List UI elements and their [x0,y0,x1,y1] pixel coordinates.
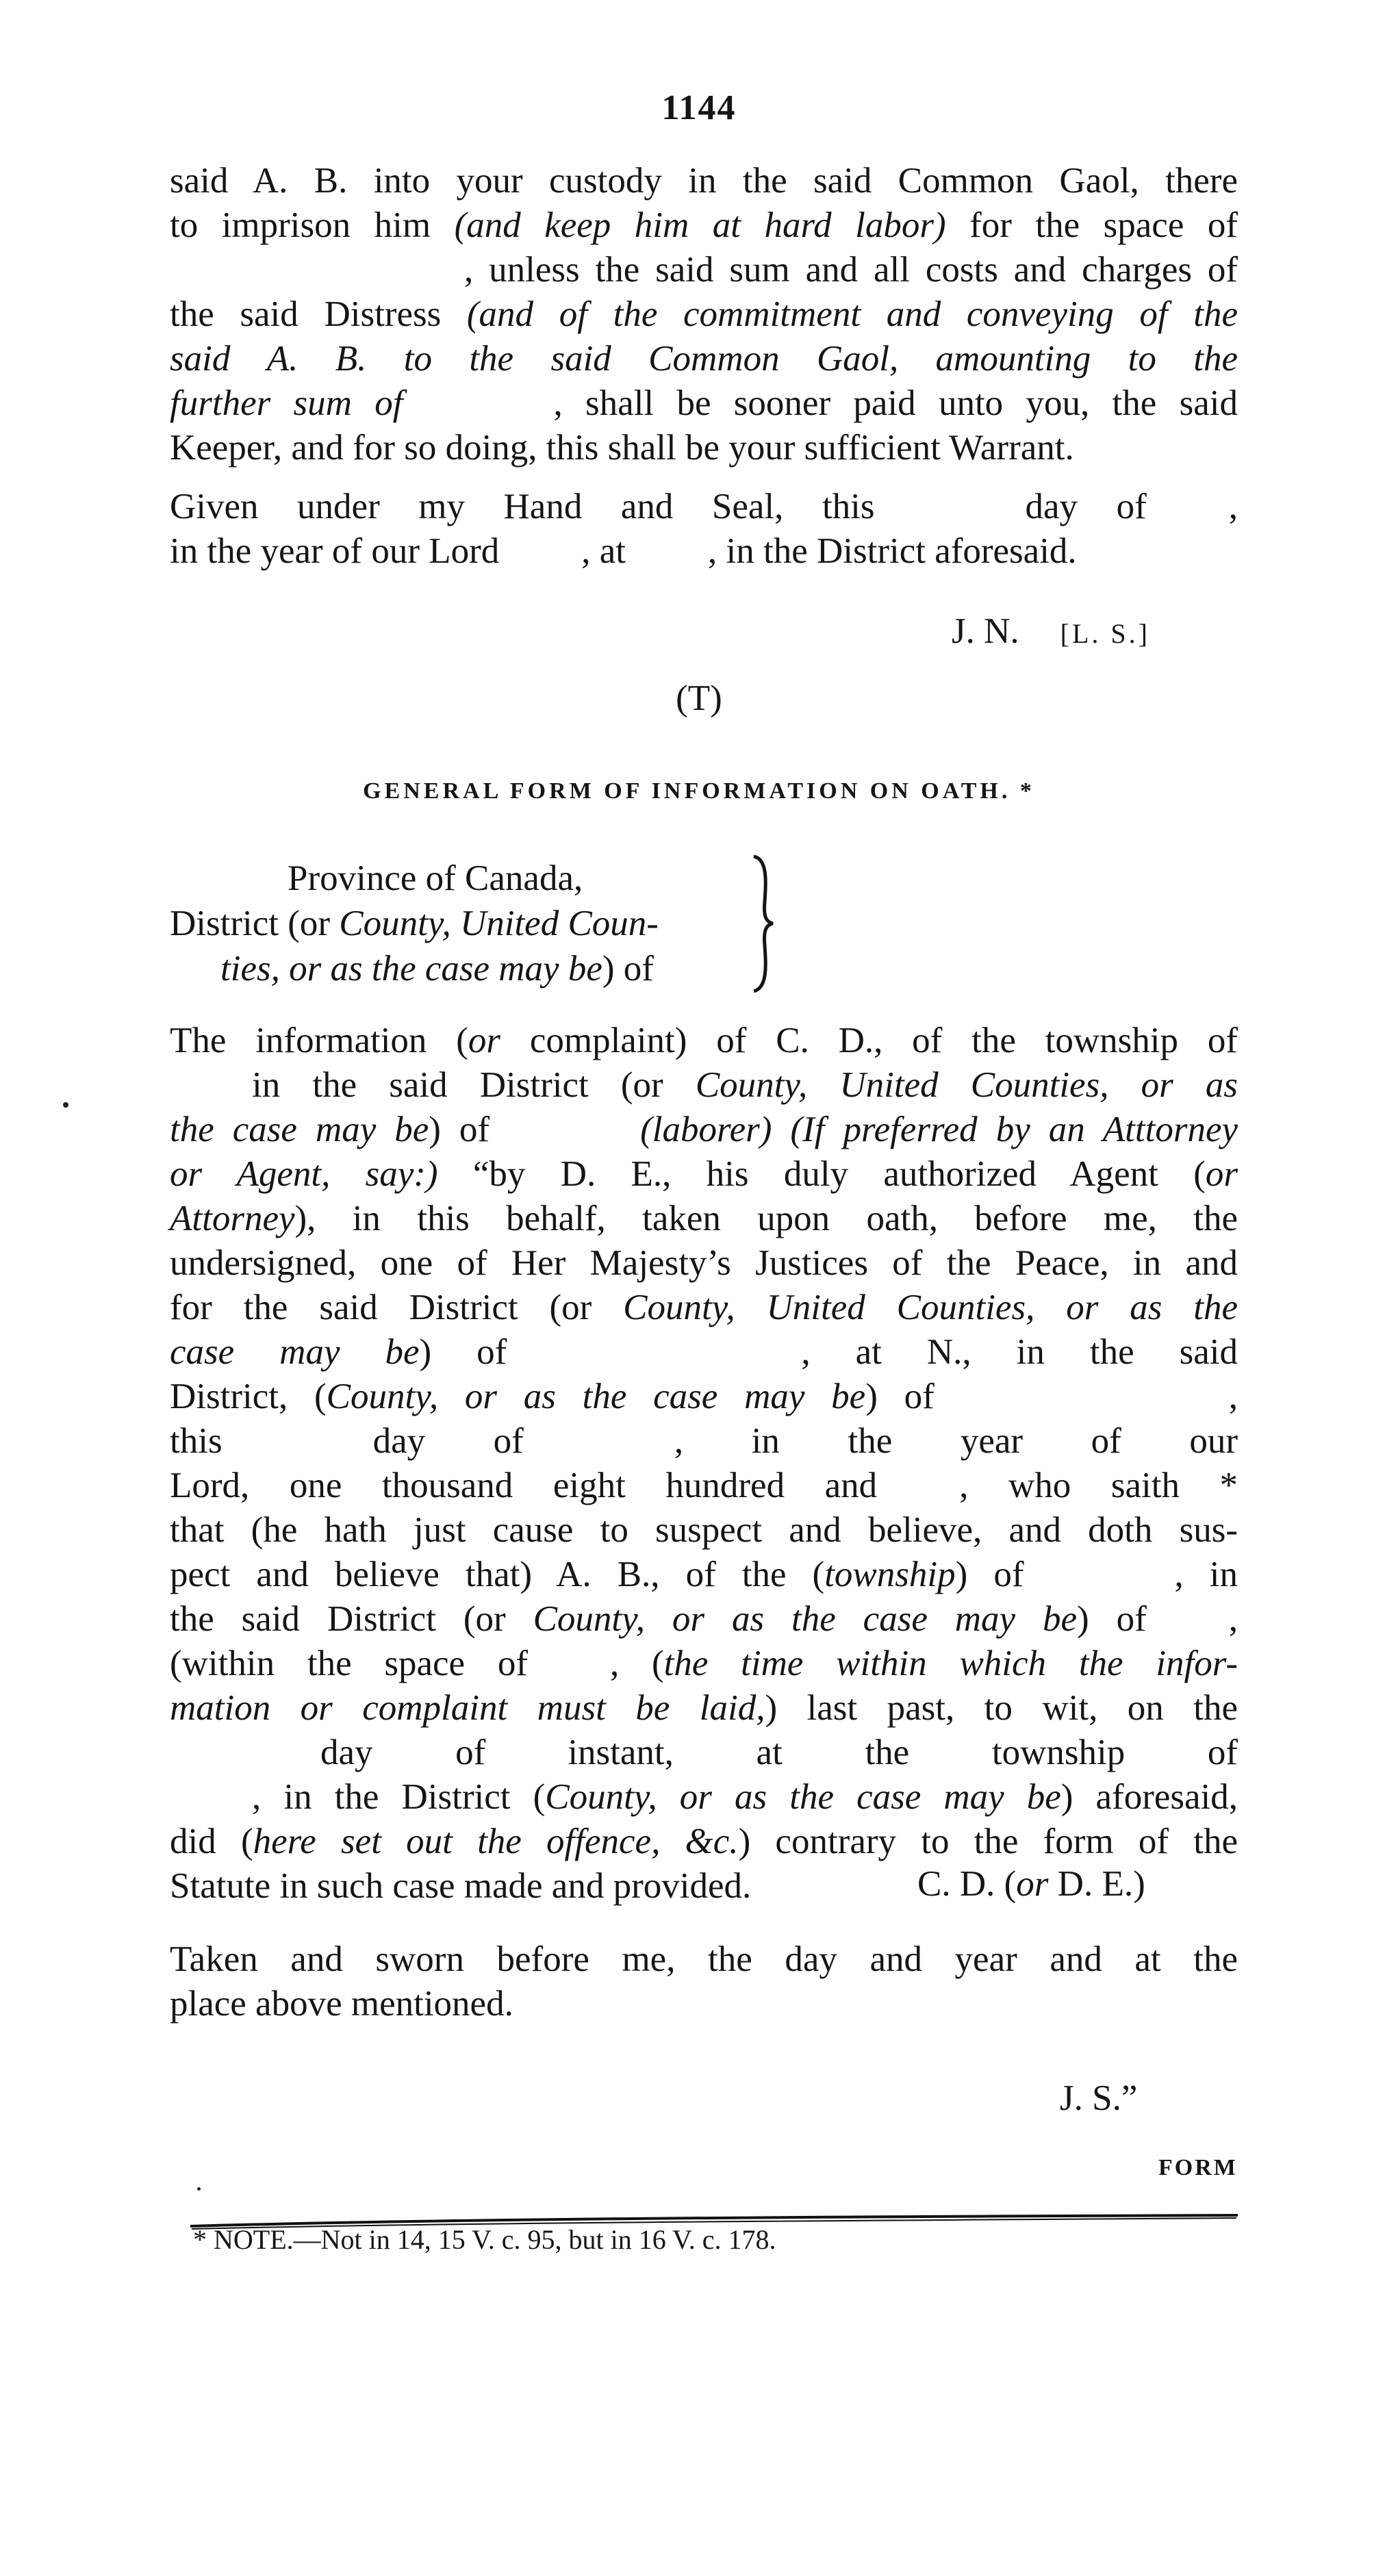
text-line: pect and believe that) A. B., of the (township) of , in [170,1555,1238,1594]
ink-speck [197,2187,201,2191]
venue-district: District (or County, United Coun- [170,904,659,943]
text-line: in the year of our Lord , at , in the District aforesaid. [170,531,1077,571]
text-line: this day of , in the year of our [170,1421,1238,1461]
warrant-paragraph [170,159,1238,470]
text-line: did (here set out the offence, &c.) contrary to the form of the [170,1822,1238,1861]
catchword: FORM [1158,2155,1238,2180]
text-line: place above mentioned. [170,1984,513,2024]
jurat-paragraph [170,1937,1238,2026]
footnote: * NOTE.—Not in 14, 15 V. c. 95, but in 16 V. c. 178. [193,2224,776,2255]
justice-signature-js: J. S.” [1060,2078,1138,2118]
venue-province: Province of Canada, [288,858,583,898]
curly-brace-icon [750,854,777,994]
text-line: the said Distress (and of the commitment and conveying of the [170,294,1238,334]
text-line: undersigned, one of Her Majesty’s Justices of the Peace, in and [170,1243,1238,1283]
text-line: The information (or complaint) of C. D., of the township of [170,1021,1238,1060]
text-line: Given under my Hand and Seal, this day of , [170,487,1238,526]
signature-name: J. N. [952,611,1019,651]
text-line: for the said District (or County, United Counties, or as the [170,1288,1238,1327]
text-line: , unless the said sum and all costs and charges of [464,250,1238,290]
text-line: Statute in such case made and provided. [170,1866,752,1906]
text-line: the said District (or County, or as the case may be) of , [170,1599,1238,1639]
text-line: day of instant, at the township of [320,1733,1238,1772]
form-heading: GENERAL FORM OF INFORMATION ON OATH. * [363,778,1035,804]
seal-mark: [L. S.] [1060,618,1150,649]
text-line: Keeper, and for so doing, this shall be your sufficient Warrant. [170,428,1074,468]
text-line: said A. B. to the said Common Gaol, amounting to the [170,339,1238,379]
ink-speck [63,1102,68,1108]
justice-signature-jn [952,611,1150,652]
venue-district-cont: ties, or as the case may be) of [220,949,654,989]
page-number: 1144 [661,88,737,127]
complainant-signature: C. D. (or D. E.) [917,1864,1145,1904]
text-line: to imprison him (and keep him at hard labor) for the space of [170,205,1238,245]
given-under-paragraph [170,485,1238,574]
text-line: , in the District (County, or as the case may be) aforesaid, [252,1777,1238,1817]
text-line: further sum of , shall be sooner paid unto you, the said [170,383,1238,423]
text-line: Taken and sworn before me, the day and year and at the [170,1939,1238,1979]
text-line: case may be) of , at N., in the said [170,1332,1238,1372]
text-line: (within the space of , (the time within which the infor- [170,1644,1238,1683]
text-line: Attorney), in this behalf, taken upon oath, before me, the [170,1199,1238,1238]
venue-block [170,856,659,991]
text-line: District, (County, or as the case may be) of , [170,1377,1238,1416]
form-letter: (T) [676,678,722,718]
text-line: or Agent, say:) “by D. E., his duly authorized Agent (or [170,1154,1238,1194]
text-line: said A. B. into your custody in the said Common Gaol, there [170,161,1238,201]
text-line: in the said District (or County, United Counties, or as [252,1065,1238,1105]
text-line: mation or complaint must be laid,) last past, to wit, on the [170,1688,1238,1728]
text-line: that (he hath just cause to suspect and believe, and doth sus- [170,1510,1238,1550]
text-line: Lord, one thousand eight hundred and , who saith * [170,1466,1238,1505]
information-paragraph [170,1019,1238,1909]
text-line: the case may be) of (laborer) (If preferred by an Atttorney [170,1110,1238,1149]
